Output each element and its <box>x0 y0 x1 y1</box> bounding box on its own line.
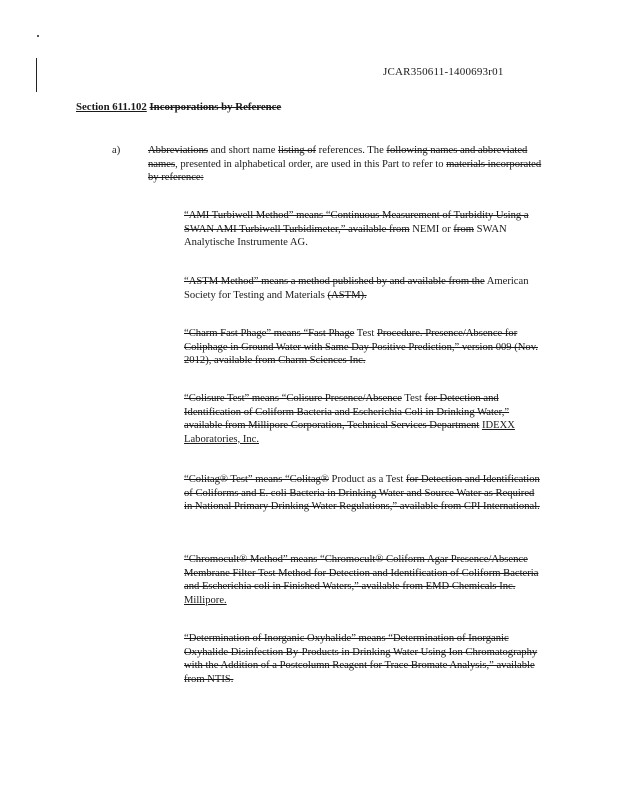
plain-text: Product as a Test <box>328 474 406 485</box>
struck-text: listing of <box>278 145 317 156</box>
plain-text: American Society for Testing and Materials <box>184 276 529 301</box>
struck-text: “Charm Fast Phage” means “Fast Phage <box>184 328 355 339</box>
subsection-marker: a) <box>112 145 121 156</box>
struck-text: “Chromocult® Method” means “Chromocult® Coliform Agar Presence/Absence Membrane Filter Test Method for Detection and Identification of Coliform Bacteria and Escherichia coli in Finished Waters,” available from EMD Chemicals Inc. <box>184 554 539 593</box>
reference-entry-colisure <box>184 392 544 446</box>
subsection-a-paragraph <box>148 144 548 185</box>
plain-text: , presented in alphabetical order, are used in this Part to refer to <box>175 158 447 170</box>
struck-text: from <box>453 223 474 235</box>
plain-text: NEMI or <box>409 223 454 235</box>
struck-text: Abbreviations <box>148 145 209 156</box>
section-number: Section 611.102 <box>76 101 147 113</box>
reference-entry-chromocult <box>184 553 544 607</box>
plain-text: and short name <box>208 145 279 156</box>
document-id: JCAR350611-1400693r01 <box>383 66 504 78</box>
inserted-text: Millipore. <box>184 594 227 606</box>
reference-entry-inorganic-oxyhalide <box>184 632 544 686</box>
margin-dot <box>37 35 39 37</box>
revision-margin-bar <box>36 58 37 92</box>
plain-text: SWAN Analytische Instrumente AG. <box>184 223 507 249</box>
struck-text: Procedure. Presence/Absence for Coliphage in Ground Water with Same Day Positive Prediction,” version 009 (Nov. 2012), available from Charm Sciences Inc. <box>184 328 538 367</box>
reference-entry-colitag <box>184 473 544 514</box>
struck-text: “Determination of Inorganic Oxyhalide” means “Determination of Inorganic Oxyhalide Disinfection By-Products in Drinking Water Using Ion Chromatography with the Addition of a Postcolumn Reagent for Trace Bromate Analysis,” available from NTIS. <box>184 633 538 685</box>
section-title: Incorporations by Reference <box>149 101 282 113</box>
plain-text: Test <box>354 328 377 339</box>
struck-text: materials incorporated by reference: <box>148 158 542 184</box>
struck-text: following names and abbreviated names <box>148 145 528 170</box>
struck-text: “Colitag® Test” means “Colitag® <box>184 474 329 485</box>
inserted-text: IDEXX Laboratories, Inc. <box>184 420 515 445</box>
plain-text: Test <box>401 393 425 404</box>
struck-text: (ASTM). <box>327 289 367 301</box>
plain-text: references. The <box>316 145 387 156</box>
struck-text: for Detection and Identification of Coliform Bacteria and Escherichia Coli in Drinking Water,” available from Millipore Corporation, Technical Services Department <box>184 393 510 432</box>
struck-text: “Colisure Test” means “Colisure Presence/Absence <box>184 393 402 404</box>
reference-entry-astm <box>184 275 544 302</box>
struck-text: “AMI Turbiwell Method” means “Continuous Measurement of Turbidity Using a SWAN AMI Turbiwell Turbidimeter,” available from <box>184 210 529 235</box>
reference-entry-ami-turbiwell <box>184 209 544 250</box>
struck-text: for Detection and Identification of Coliforms and E. coli Bacteria in Drinking Water and Source Water as Required in National Primary Drinking Water Regulations,” available from CPI International. <box>184 474 540 513</box>
reference-entry-charm-fast-phage <box>184 327 544 368</box>
section-heading <box>76 101 281 115</box>
struck-text: “ASTM Method” means a method published by and available from the <box>184 276 485 287</box>
